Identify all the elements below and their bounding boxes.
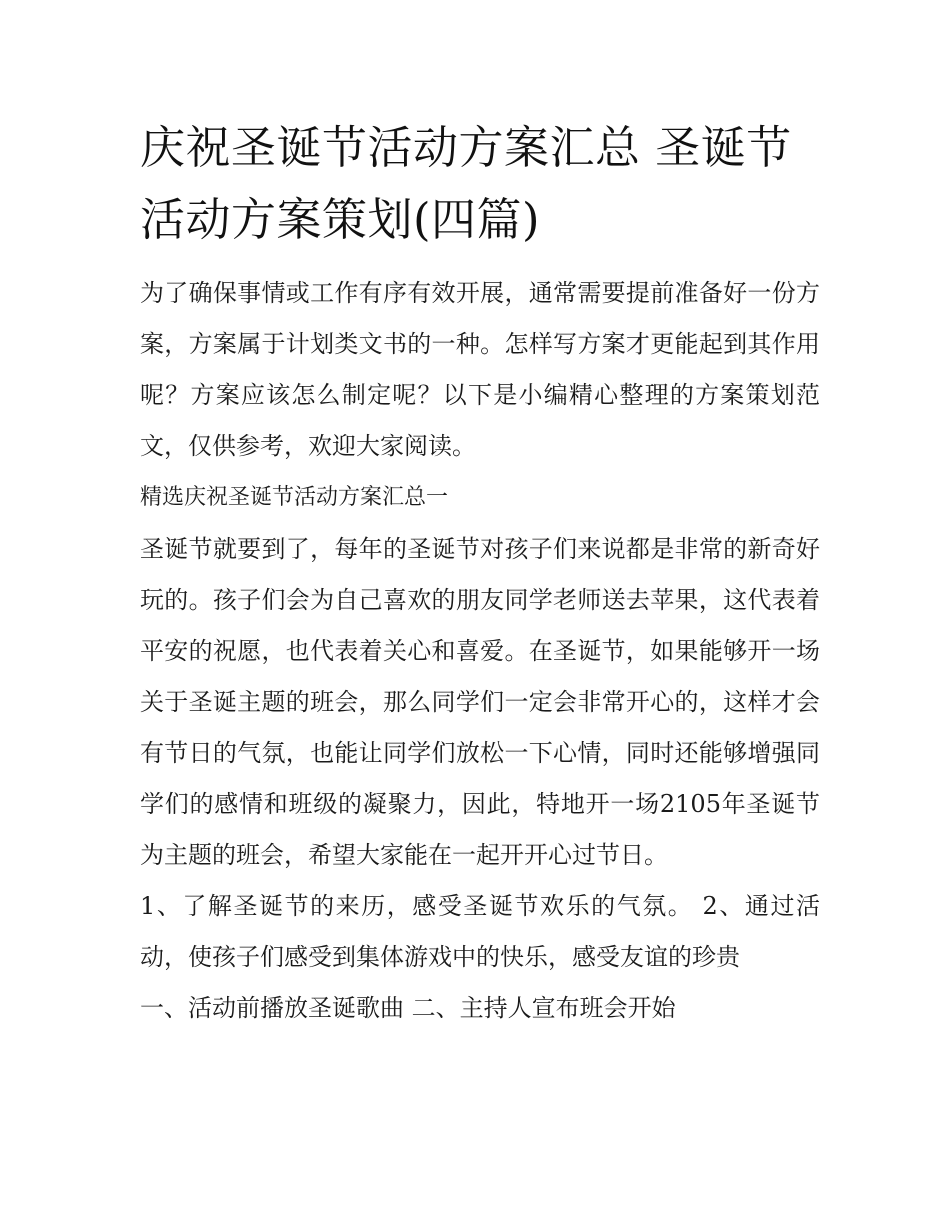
body-paragraph: 圣诞节就要到了，每年的圣诞节对孩子们来说都是非常的新奇好玩的。孩子们会为自己喜欢的朋友同学老师送去苹果，这代表着平安的祝愿，也代表着关心和喜爱。在圣诞节，如果能够开一场关于圣诞主题的班会，那么同学们一定会非常开心的，这样才会有节日的气氛，也能让同学们放松一下心情，同时还能够增强同学们的感情和班级的凝聚力，因此，特地开一场2105年圣诞节为主题的班会，希望大家能在一起开开心过节日。 [140, 535, 820, 869]
document-title: 庆祝圣诞节活动方案汇总 圣诞节活动方案策划(四篇) [140, 121, 792, 246]
activity-steps-paragraph: 一、活动前播放圣诞歌曲 二、主持人宣布班会开始 [140, 994, 676, 1022]
objectives-paragraph: 1、了解圣诞节的来历，感受圣诞节欢乐的气氛。 2、通过活动，使孩子们感受到集体游戏中的快乐，感受友谊的珍贵 [140, 892, 820, 971]
intro-paragraph: 为了确保事情或工作有序有效开展，通常需要提前准备好一份方案，方案属于计划类文书的一种。怎样写方案才更能起到其作用呢？方案应该怎么制定呢？以下是小编精心整理的方案策划范文，仅供参考，欢迎大家阅读。 [140, 279, 820, 460]
document-body [140, 112, 820, 1034]
section-heading: 精选庆祝圣诞节活动方案汇总一 [140, 485, 449, 510]
